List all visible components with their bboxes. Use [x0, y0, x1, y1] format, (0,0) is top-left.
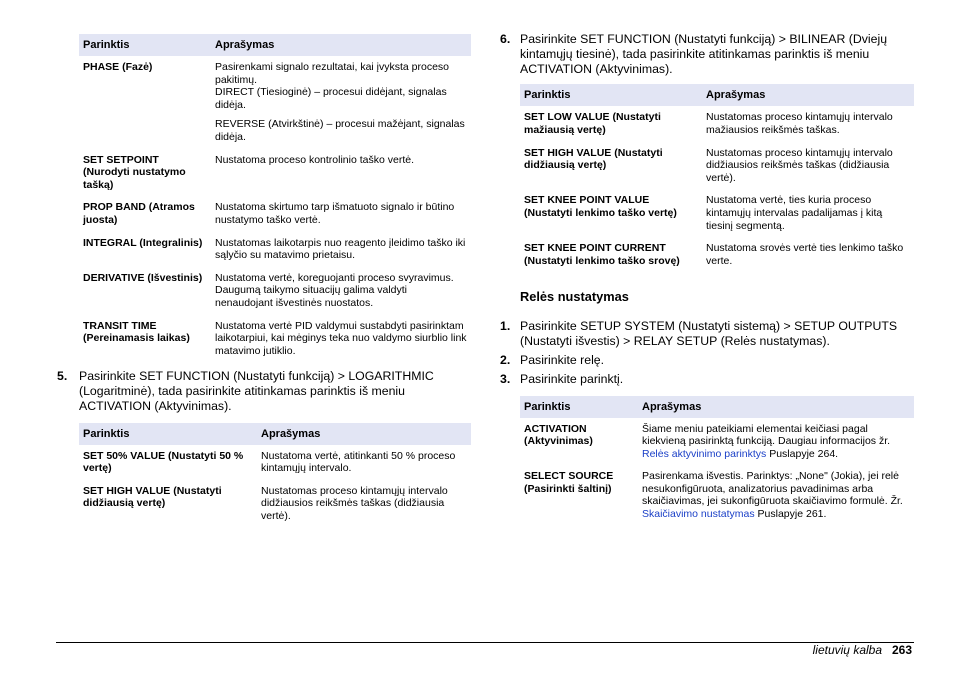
description-text: Puslapyje 264.: [766, 447, 839, 460]
option-description: [638, 465, 914, 525]
option-name: SET HIGH VALUE (Nustatyti didžiausią vertę): [524, 146, 663, 172]
table-row: [79, 267, 471, 315]
phase-options-table: [79, 34, 471, 362]
column-header-description: Aprašymas: [702, 84, 914, 106]
option-name: SET SETPOINT (Nurodyti nustatymo tašką): [83, 153, 186, 191]
option-description: [638, 418, 914, 466]
table-row: [79, 196, 471, 231]
option-name: SELECT SOURCE (Pasirinkti šaltinį): [524, 470, 614, 495]
table-row: [79, 149, 471, 197]
relay-activation-options-link[interactable]: Relės aktyvinimo parinktys: [642, 447, 767, 460]
option-description: Nustatomas proceso kintamųjų intervalo didžiausios reikšmės taškas (didžiausia vertė).: [261, 484, 448, 523]
table-row: [520, 189, 914, 237]
option-name: SET LOW VALUE (Nustatyti mažiausią vertę): [524, 111, 661, 136]
option-description: Nustatomas laikotarpis nuo reagento įleidimo taško iki sąlyčio su matavimo prietaisu.: [215, 236, 466, 262]
option-name: TRANSIT TIME (Pereinamasis laikas): [83, 319, 190, 345]
option-description: Nustatoma proceso kontrolinio taško vertė.: [215, 153, 415, 166]
column-header-description: Aprašymas: [257, 423, 471, 445]
bilinear-options-table: [520, 84, 914, 272]
step-text: Pasirinkite SETUP SYSTEM (Nustatyti sistemą) > SETUP OUTPUTS (Nustatyti išvestis) > RELAY SETUP (Relės nustatymas).: [520, 319, 898, 349]
description-paragraph: Pasirenkami signalo rezultatai, kai įvyksta proceso pakitimų. DIRECT (Tiesioginė) – procesui didėjant, signalas didėja.: [215, 61, 450, 111]
step-2: [500, 352, 914, 368]
option-name: PROP BAND (Atramos juosta): [83, 201, 195, 226]
table-header-row: [520, 396, 914, 418]
step-number: 3.: [500, 371, 511, 386]
table-row: [79, 232, 471, 267]
table-row: [520, 465, 914, 525]
logarithmic-options-table: [79, 423, 471, 528]
table-row: [520, 142, 914, 190]
step-text: Pasirinkite parinktį.: [520, 371, 624, 386]
option-description: Nustatoma skirtumo tarp išmatuoto signalo ir būtino nustatymo taško vertė.: [215, 201, 455, 226]
table-row: [79, 56, 471, 149]
table-row: [520, 106, 914, 141]
option-name: ACTIVATION (Aktyvinimas): [524, 422, 593, 448]
table-header-row: [79, 423, 471, 445]
table-row: [520, 237, 914, 272]
description-text: Puslapyje 261.: [754, 508, 827, 521]
description-text: Šiame meniu pateikiami elementai keičiasi pagal kiekvieną pasirinktą funkciją. Daugiau informacijos žr.: [642, 422, 891, 448]
calculation-setup-link[interactable]: Skaičiavimo nustatymas: [642, 508, 755, 521]
option-description: Nustatoma srovės vertė ties lenkimo taško verte.: [706, 242, 904, 267]
option-description: [211, 56, 471, 149]
step-text: Pasirinkite SET FUNCTION (Nustatyti funkciją) > LOGARITHMIC (Logaritminė), tada pasirinkite atitinkamas parinktis iš meniu ACTIVATION (Aktyvinimas).: [79, 369, 434, 413]
right-column: [500, 32, 914, 526]
section-heading: Relės nustatymas: [520, 289, 629, 305]
table-header-row: [520, 84, 914, 106]
option-name: SET 50% VALUE (Nustatyti 50 % vertę): [83, 449, 244, 475]
table-row: [520, 418, 914, 466]
table-row: [79, 445, 471, 480]
step-text: Pasirinkite relę.: [520, 352, 605, 367]
page-number: 263: [892, 643, 913, 657]
column-header-option: Parinktis: [79, 34, 211, 56]
step-1: [500, 319, 914, 349]
option-description: Nustatoma vertė PID valdymui sustabdyti pasirinktam laikotarpiui, kai mėginys teka nuo valdymo siurblio link matavimo jutiklio.: [215, 319, 467, 357]
table-header-row: [79, 34, 471, 56]
option-name: PHASE (Fazė): [83, 61, 153, 73]
step-number: 5.: [57, 369, 68, 384]
step-3: [500, 371, 914, 387]
description-paragraph: REVERSE (Atvirkštinė) – procesui mažėjant, signalas didėja.: [215, 118, 465, 143]
option-description: Nustatoma vertė, koreguojanti proceso svyravimus. Daugumą taikymo situacijų galima valdyti nenaudojant išvestinės nuostatos.: [215, 271, 454, 309]
table-row: [79, 480, 471, 528]
table-row: [79, 315, 471, 363]
column-header-option: Parinktis: [520, 84, 702, 106]
description-text: Pasirenkama išvestis. Parinktys: „None" (Jokia), jei relė nesukonfigūruota, analizatorius pavadinimas arba skaičiavimas, jei sukonfigūruota skaičiavimo formulė. Žr.: [642, 470, 903, 508]
option-description: Nustatomas proceso kintamųjų intervalo mažiausios reikšmės taškas.: [706, 111, 893, 136]
option-name: SET KNEE POINT CURRENT (Nustatyti lenkimo taško srovę): [524, 242, 680, 267]
footer-language: lietuvių kalba: [812, 643, 882, 657]
option-description: Nustatoma vertė, atitinkanti 50 % proceso kintamųjų intervalo.: [261, 449, 456, 475]
step-6: [500, 32, 914, 76]
column-header-option: Parinktis: [79, 423, 257, 445]
step-5: [57, 369, 471, 413]
option-description: Nustatomas proceso kintamųjų intervalo didžiausios reikšmės taškas (didžiausia vertė).: [706, 146, 893, 184]
relay-options-table: [520, 396, 914, 526]
left-column: [57, 34, 471, 528]
option-name: SET HIGH VALUE (Nustatyti didžiausią vertę): [83, 484, 222, 510]
step-number: 6.: [500, 32, 511, 46]
column-header-option: Parinktis: [520, 396, 638, 418]
step-number: 2.: [500, 352, 511, 367]
option-name: DERIVATIVE (Išvestinis): [83, 271, 203, 284]
column-header-description: Aprašymas: [211, 34, 471, 56]
column-header-description: Aprašymas: [638, 396, 914, 418]
step-number: 1.: [500, 319, 511, 334]
step-text: Pasirinkite SET FUNCTION (Nustatyti funkciją) > BILINEAR (Dviejų kintamųjų tiesinė), tada pasirinkite atitinkamas parinktis iš meniu ACTIVATION (Aktyvinimas).: [520, 32, 888, 76]
option-description: Nustatoma vertė, ties kuria proceso kintamųjų intervalas padalijamas į kitą tiesinį segmentą.: [706, 194, 883, 232]
option-name: INTEGRAL (Integralinis): [83, 236, 203, 249]
option-name: SET KNEE POINT VALUE (Nustatyti lenkimo taško vertę): [524, 194, 677, 219]
